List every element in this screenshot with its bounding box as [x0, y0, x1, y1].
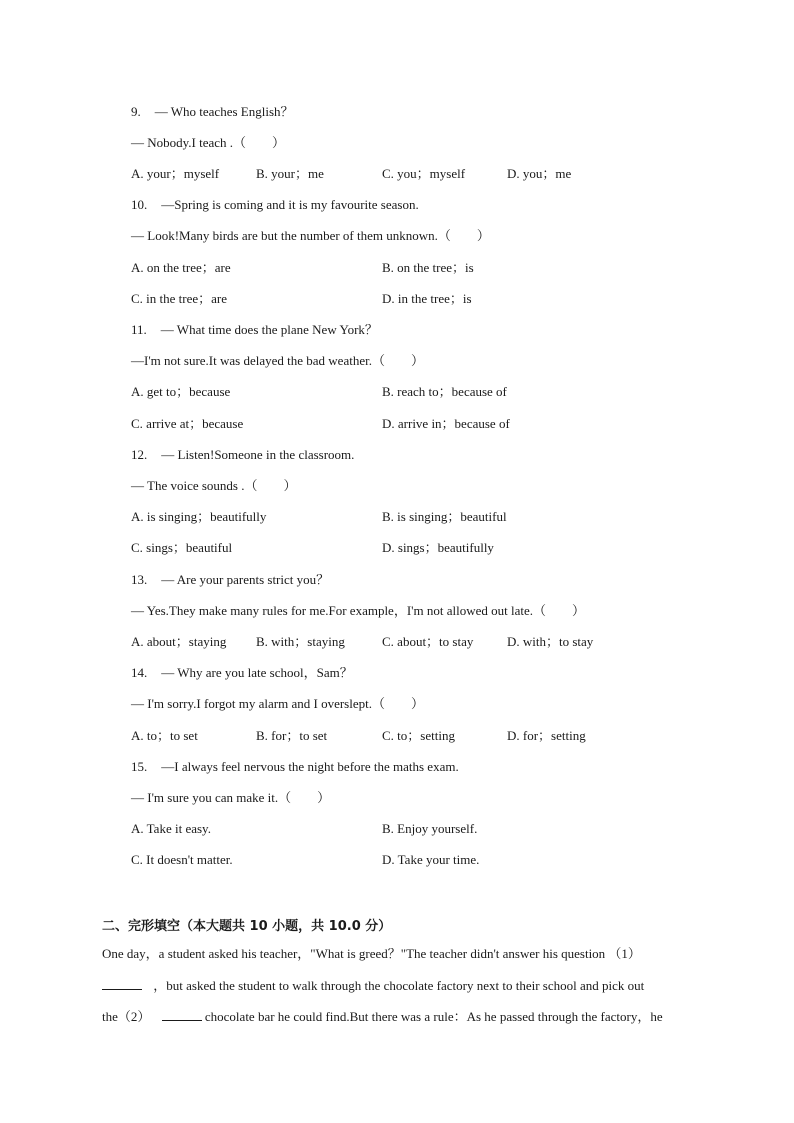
question-12-option-a[interactable]: A. is singing；beautifully: [131, 509, 267, 524]
question-10-stem: 10. —Spring is coming and it is my favourite season.: [131, 197, 419, 212]
question-11-answer: —I'm not sure.It was delayed the bad weather.（ ）: [131, 353, 424, 368]
blank-1[interactable]: [102, 977, 142, 990]
question-15-option-a[interactable]: A. Take it easy.: [131, 821, 211, 836]
question-10-option-a[interactable]: A. on the tree；are: [131, 260, 231, 275]
question-14-answer: — I'm sorry.I forgot my alarm and I overslept.（ ）: [131, 696, 424, 711]
section-title: 二、完形填空（本大题共 10 小题，共 10.0 分）: [102, 919, 392, 934]
passage-line-1: One day，a student asked his teacher，"What is greed？"The teacher didn't answer his question （1）: [102, 946, 641, 961]
question-11-option-a[interactable]: A. get to；because: [131, 384, 231, 399]
question-11-option-d[interactable]: D. arrive in；because of: [382, 416, 510, 431]
question-14-stem: 14. — Why are you late school，Sam？: [131, 665, 353, 680]
question-11-option-b[interactable]: B. reach to；because of: [382, 384, 507, 399]
question-15-option-c[interactable]: C. It doesn't matter.: [131, 852, 233, 867]
question-12-option-c[interactable]: C. sings；beautiful: [131, 540, 233, 555]
question-12-answer: — The voice sounds .（ ）: [131, 478, 297, 493]
question-9-stem: 9. — Who teaches English？: [131, 104, 294, 119]
question-12-stem: 12. — Listen!Someone in the classroom.: [131, 447, 355, 462]
question-12-option-b[interactable]: B. is singing；beautiful: [382, 509, 507, 524]
question-9-option-b[interactable]: B. your；me: [256, 166, 324, 181]
question-9-option-a[interactable]: A. your；myself: [131, 166, 220, 181]
question-12-option-d[interactable]: D. sings；beautifully: [382, 540, 494, 555]
question-10-option-c[interactable]: C. in the tree；are: [131, 291, 228, 306]
question-11-option-c[interactable]: C. arrive at；because: [131, 416, 244, 431]
question-14-option-a[interactable]: A. to；to set: [131, 728, 198, 743]
question-10-option-d[interactable]: D. in the tree；is: [382, 291, 472, 306]
question-14-option-b[interactable]: B. for；to set: [256, 728, 328, 743]
question-10-option-b[interactable]: B. on the tree；is: [382, 260, 474, 275]
passage-line-3: the（2） chocolate bar he could find.But there was a rule：As he passed through the factory，he: [102, 1009, 663, 1024]
question-15-answer: — I'm sure you can make it.（ ）: [131, 790, 331, 805]
passage-line-2: ，but asked the student to walk through the chocolate factory next to their school and pick out: [102, 977, 644, 994]
question-14-option-d[interactable]: D. for；setting: [507, 728, 586, 743]
question-14-option-c[interactable]: C. to；setting: [382, 728, 455, 743]
blank-2[interactable]: [162, 1008, 202, 1021]
question-10-answer: — Look!Many birds are but the number of them unknown.（ ）: [131, 228, 490, 243]
question-9-option-d[interactable]: D. you；me: [507, 166, 572, 181]
question-13-answer: — Yes.They make many rules for me.For example，I'm not allowed out late.（ ）: [131, 603, 586, 618]
question-13-option-c[interactable]: C. about；to stay: [382, 634, 474, 649]
question-13-option-d[interactable]: D. with；to stay: [507, 634, 594, 649]
question-15-option-d[interactable]: D. Take your time.: [382, 852, 480, 867]
question-15-stem: 15. —I always feel nervous the night before the maths exam.: [131, 759, 459, 774]
question-11-stem: 11. — What time does the plane New York？: [131, 322, 378, 337]
question-15-option-b[interactable]: B. Enjoy yourself.: [382, 821, 478, 836]
question-13-option-a[interactable]: A. about；staying: [131, 634, 227, 649]
question-9-option-c[interactable]: C. you；myself: [382, 166, 466, 181]
question-13-stem: 13. — Are your parents strict you？: [131, 572, 330, 587]
question-13-option-b[interactable]: B. with；staying: [256, 634, 345, 649]
question-9-answer: — Nobody.I teach .（ ）: [131, 135, 286, 150]
